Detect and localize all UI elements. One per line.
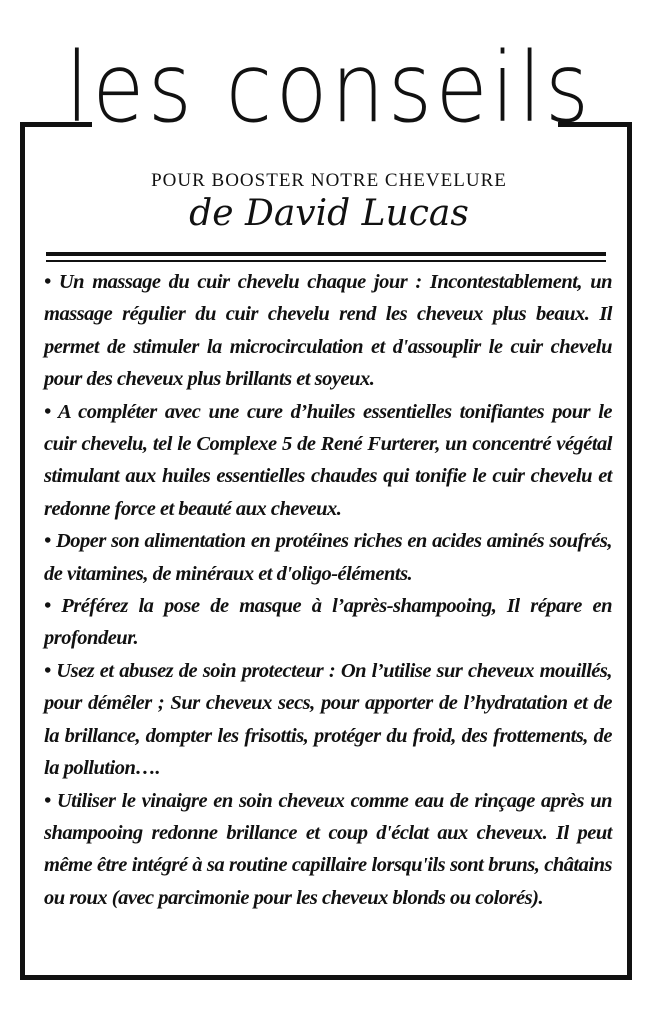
tip-item: • Doper son alimentation en protéines riches en acides aminés soufrés, de vitamines, de minéraux et d'oligo-éléments. bbox=[44, 530, 612, 585]
tip-item: • Usez et abusez de soin protecteur : On l’utilise sur cheveux mouillés, pour démêler ; Sur cheveux secs, pour apporter de l’hydratation et de la brillance, dompter les frisottis, protéger du froid, des frottements, de la pollution…. bbox=[44, 659, 612, 780]
tip-item: • Utiliser le vinaigre en soin cheveux comme eau de rinçage après un shampooing redonne brillance et coup d'éclat aux cheveux. Il peut même être intégré à sa routine capillaire lorsqu'ils sont bruns, châtains ou roux (avec parcimonie pour les cheveux blonds ou colorés). bbox=[44, 789, 612, 909]
divider-thick bbox=[46, 252, 606, 256]
divider-thin bbox=[46, 260, 606, 262]
page-subtitle: POUR BOOSTER NOTRE CHEVELURE bbox=[151, 170, 507, 191]
tip-item: • Un massage du cuir chevelu chaque jour : Incontestablement, un massage régulier du cuir chevelu rend les cheveux plus beaux. Il permet de stimuler la microcirculation et d'assouplir le cuir chevelu pour des cheveux plus brillants et soyeux. bbox=[44, 271, 612, 391]
tip-item: • A compléter avec une cure d’huiles essentielles tonifiantes pour le cuir chevelu, tel le Complexe 5 de René Furterer, un concentré végétal stimulant aux huiles essentielles chaudes qui tonifie le cuir chevelu et redonne force et beauté aux cheveux. bbox=[44, 400, 612, 520]
page-title: les conseils bbox=[65, 32, 593, 144]
tip-item: • Préférez la pose de masque à l’après-shampooing, Il répare en profondeur. bbox=[44, 595, 612, 650]
tips-list bbox=[44, 266, 612, 914]
author-signature: de David Lucas bbox=[189, 193, 469, 234]
